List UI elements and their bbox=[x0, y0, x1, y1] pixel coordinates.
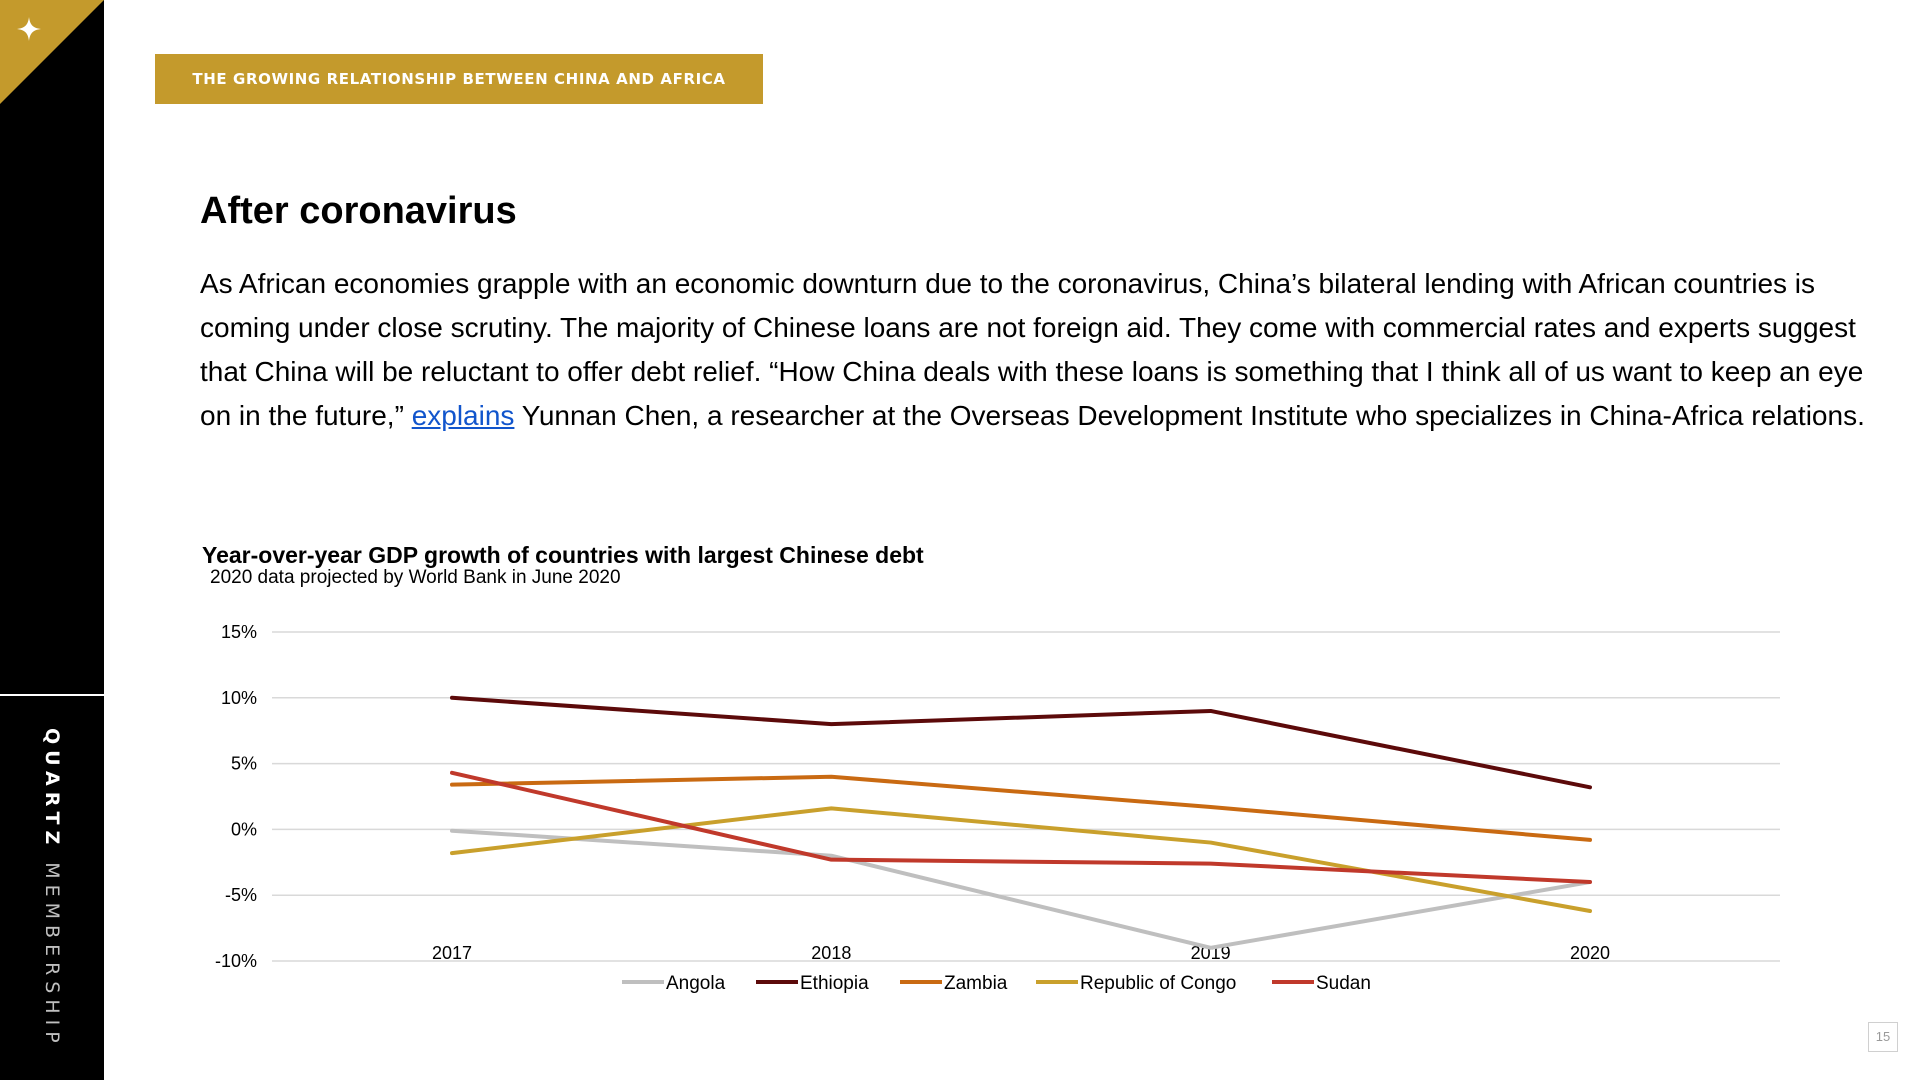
page-title: After coronavirus bbox=[200, 190, 517, 232]
series-line-angola bbox=[452, 831, 1590, 948]
corner-badge bbox=[0, 0, 104, 104]
page-number: 15 bbox=[1868, 1022, 1898, 1052]
legend-label: Zambia bbox=[944, 973, 1008, 994]
legend-label: Angola bbox=[666, 973, 726, 994]
explains-link[interactable]: explains bbox=[411, 400, 515, 431]
y-tick-label: 0% bbox=[230, 819, 257, 840]
y-tick-label: 10% bbox=[220, 687, 257, 708]
section-banner: THE GROWING RELATIONSHIP BETWEEN CHINA AND AFRICA bbox=[155, 54, 763, 104]
body-text-start: As African economies grapple with an economic downturn due to the coronavirus, China’s bilateral lending with African countries is coming under close scrutiny. The majority of Chinese loans are not foreign aid. They come with commercial rates and experts suggest that China will be reluctant to offer debt relief. “How China deals with these loans is something that I think all of us want to keep an eye on in the future,” bbox=[200, 268, 1864, 431]
y-tick-label: 5% bbox=[230, 753, 257, 774]
body-text-end: Yunnan Chen, a researcher at the Overseas Development Institute who specializes in China-Africa relations. bbox=[514, 400, 1865, 431]
series-line-zambia bbox=[452, 777, 1590, 840]
series-line-ethiopia bbox=[452, 698, 1590, 787]
corner-triangle bbox=[0, 0, 104, 104]
body-paragraph bbox=[200, 262, 1890, 438]
x-tick-label: 2018 bbox=[811, 943, 852, 963]
x-tick-label: 2017 bbox=[431, 943, 473, 963]
y-tick-label: -10% bbox=[214, 951, 257, 971]
chart-subtitle: 2020 data projected by World Bank in June 2020 bbox=[210, 567, 621, 588]
gdp-line-chart bbox=[0, 600, 1920, 1010]
legend-label: Republic of Congo bbox=[1080, 973, 1237, 994]
brand-primary: QUARTZ bbox=[41, 728, 63, 851]
legend-label: Sudan bbox=[1316, 973, 1371, 994]
chart-title: Year-over-year GDP growth of countries with largest Chinese debt bbox=[202, 542, 924, 568]
legend-label: Ethiopia bbox=[800, 973, 869, 994]
x-tick-label: 2019 bbox=[1190, 943, 1231, 963]
x-tick-label: 2020 bbox=[1569, 943, 1611, 963]
y-tick-label: 15% bbox=[220, 622, 257, 642]
brand-secondary: MEMBERSHIP bbox=[41, 862, 63, 1049]
y-tick-label: -5% bbox=[224, 885, 257, 906]
